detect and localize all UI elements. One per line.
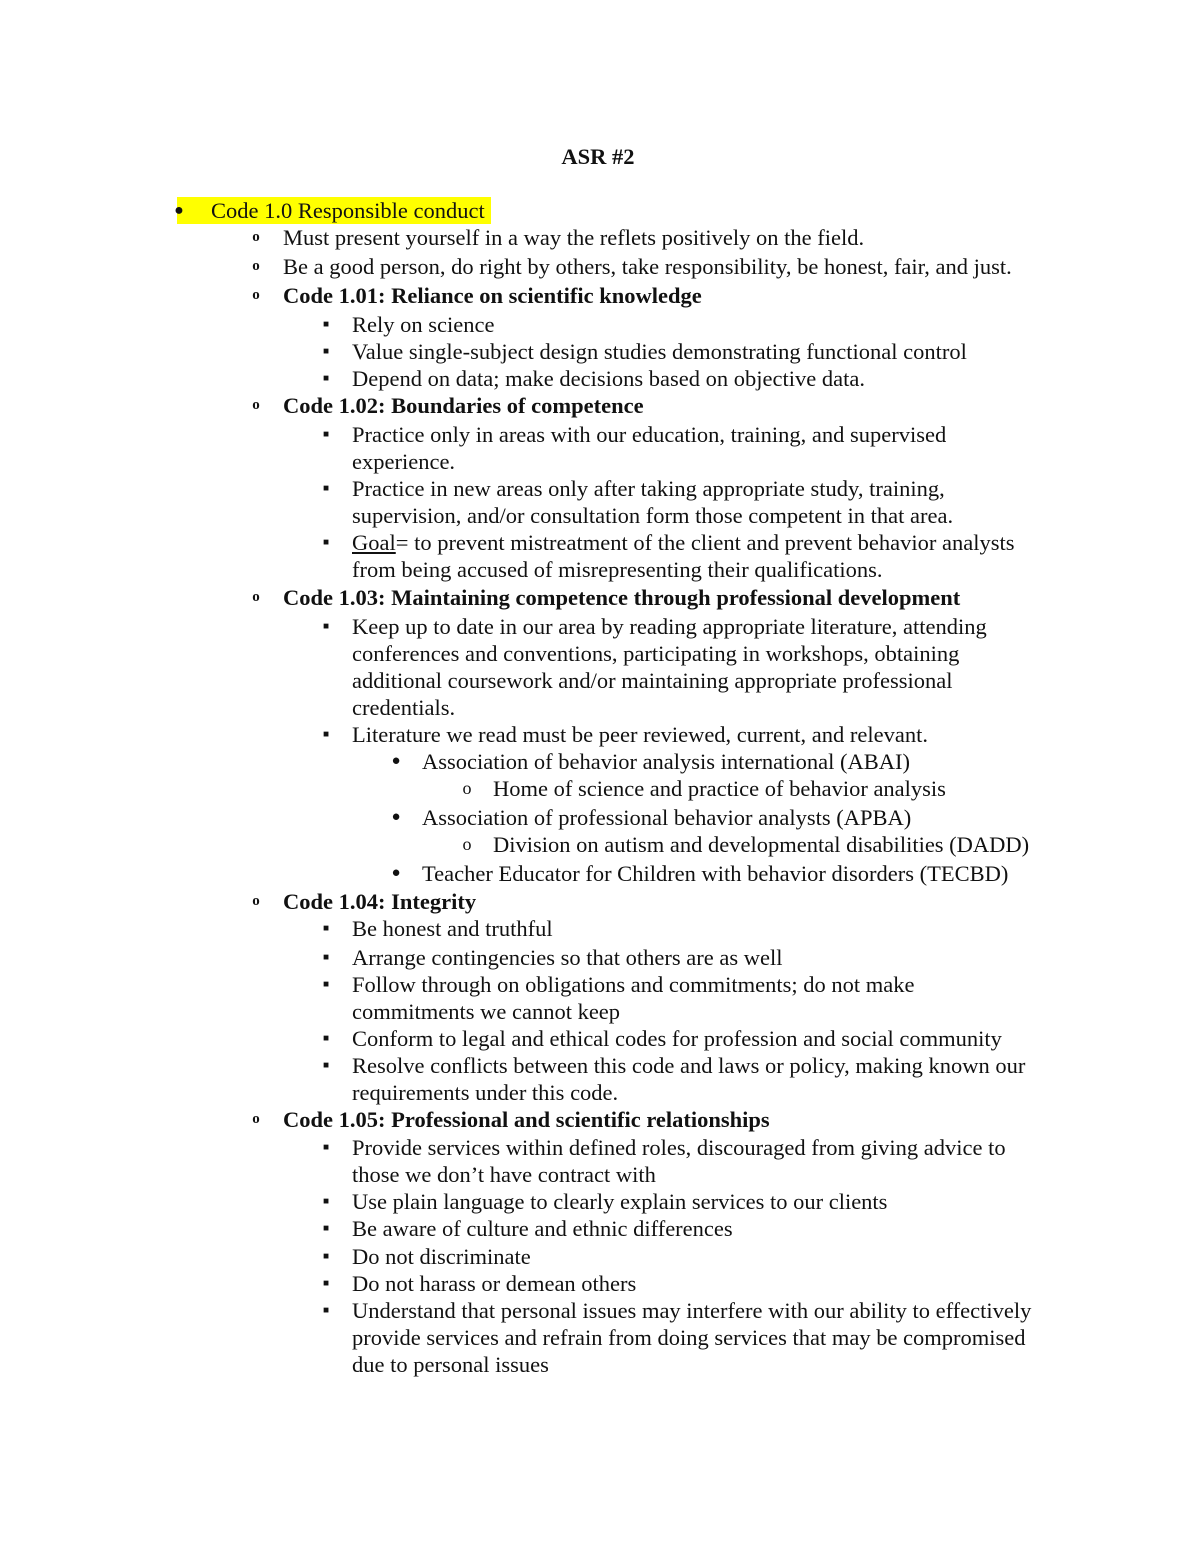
hollow-circle-bullet-icon: o — [252, 287, 260, 303]
square-bullet-icon: ■ — [322, 621, 330, 632]
list-item — [322, 915, 1052, 942]
square-bullet-icon: ■ — [322, 373, 330, 384]
list-item-text: Arrange contingencies so that others are as well — [352, 945, 783, 970]
square-bullet-icon: ■ — [322, 952, 330, 963]
hollow-circle-bullet-icon: o — [462, 834, 472, 854]
list-item — [322, 613, 1032, 721]
list-item — [391, 804, 1062, 831]
document-title: ASR #2 — [561, 144, 635, 169]
list-item-text: Conform to legal and ethical codes for profession and social community — [352, 1026, 1002, 1051]
list-item-text: Literature we read must be peer reviewed, current, and relevant. — [352, 722, 928, 747]
square-bullet-icon: ■ — [322, 1060, 330, 1071]
list-item-text: Follow through on obligations and commitments; do not make commitments we cannot keep — [352, 972, 915, 1024]
list-item — [391, 748, 1062, 775]
list-item — [322, 1188, 1052, 1215]
goal-text: = to prevent mistreatment of the client and prevent behavior analysts from being accused of misrepresenting their qualifications. — [352, 530, 1015, 582]
list-item-text: Association of professional behavior analysts (APBA) — [422, 805, 912, 830]
code-heading-item — [252, 392, 1083, 419]
filled-bullet-icon: ● — [391, 753, 401, 769]
list-item-text: Be a good person, do right by others, take responsibility, be honest, fair, and just. — [283, 254, 1012, 279]
list-item — [322, 721, 1052, 748]
list-item-text: Do not harass or demean others — [352, 1271, 637, 1296]
square-bullet-icon: ■ — [322, 346, 330, 357]
section-heading: Code 1.0 Responsible conduct — [211, 198, 485, 223]
hollow-circle-bullet-icon: o — [252, 1111, 260, 1127]
list-item-text: Must present yourself in a way the reflets positively on the field. — [283, 225, 865, 250]
list-item — [322, 1297, 1042, 1378]
list-item — [252, 224, 1083, 251]
hollow-circle-bullet-icon: o — [252, 258, 260, 274]
list-item — [322, 1025, 1072, 1052]
code-heading-item — [252, 1106, 1083, 1133]
code-heading: Code 1.02: Boundaries of competence — [283, 393, 644, 418]
list-item-text: Understand that personal issues may interfere with our ability to effectively provide services and refrain from doing services that may be compromised due to personal issues — [352, 1298, 1032, 1377]
square-bullet-icon: ■ — [322, 1196, 330, 1207]
list-item-text: Practice in new areas only after taking appropriate study, training, supervision, and/or consultation form those competent in that area. — [352, 476, 954, 528]
list-item — [322, 944, 1052, 971]
square-bullet-icon: ■ — [322, 1305, 330, 1316]
filled-bullet-icon: ● — [174, 202, 184, 219]
list-item-text: Be honest and truthful — [352, 916, 553, 941]
list-item-text: Rely on science — [352, 312, 495, 337]
list-item — [322, 421, 992, 475]
list-item-text: Value single-subject design studies demonstrating functional control — [352, 339, 967, 364]
code-heading: Code 1.04: Integrity — [283, 889, 477, 914]
list-item-text: Use plain language to clearly explain services to our clients — [352, 1189, 888, 1214]
list-item — [391, 860, 1062, 887]
square-bullet-icon: ■ — [322, 1223, 330, 1234]
list-item — [252, 253, 1063, 280]
list-item-text: Association of behavior analysis international (ABAI) — [422, 749, 911, 774]
filled-bullet-icon: ● — [391, 809, 401, 825]
square-bullet-icon: ■ — [322, 1142, 330, 1153]
list-item — [462, 775, 1063, 802]
hollow-circle-bullet-icon: o — [252, 397, 260, 413]
list-item — [322, 311, 1052, 338]
list-item — [322, 529, 1052, 583]
code-heading-item — [252, 888, 1083, 915]
square-bullet-icon: ■ — [322, 429, 330, 440]
square-bullet-icon: ■ — [322, 537, 330, 548]
square-bullet-icon: ■ — [322, 923, 330, 934]
code-heading-item — [252, 584, 1083, 611]
list-item-text: Provide services within defined roles, discouraged from giving advice to those we don’t have contract with — [352, 1135, 1006, 1187]
square-bullet-icon: ■ — [322, 483, 330, 494]
code-heading-item — [252, 282, 1083, 309]
code-heading: Code 1.03: Maintaining competence through professional development — [283, 585, 961, 610]
list-item-text: Keep up to date in our area by reading appropriate literature, attending conferences and conventions, participating in workshops, obtaining additional coursework and/or maintaining appropriate professional credentials. — [352, 614, 987, 720]
list-item-text: Practice only in areas with our education, training, and supervised experience. — [352, 422, 947, 474]
square-bullet-icon: ■ — [322, 319, 330, 330]
list-item — [322, 1052, 1072, 1106]
list-item — [322, 1270, 1052, 1297]
list-item-text: Resolve conflicts between this code and laws or policy, making known our requirements under this code. — [352, 1053, 1026, 1105]
list-item — [322, 1243, 1052, 1270]
list-item — [322, 365, 1052, 392]
code-heading: Code 1.05: Professional and scientific relationships — [283, 1107, 770, 1132]
list-item-text: Teacher Educator for Children with behavior disorders (TECBD) — [422, 861, 1009, 886]
square-bullet-icon: ■ — [322, 729, 330, 740]
list-item — [462, 831, 1073, 858]
hollow-circle-bullet-icon: o — [252, 229, 260, 245]
square-bullet-icon: ■ — [322, 1251, 330, 1262]
list-item — [322, 1134, 1052, 1188]
square-bullet-icon: ■ — [322, 1033, 330, 1044]
hollow-circle-bullet-icon: o — [252, 893, 260, 909]
list-item — [322, 475, 992, 529]
list-item-text: Division on autism and developmental disabilities (DADD) — [493, 832, 1030, 857]
code-heading: Code 1.01: Reliance on scientific knowledge — [283, 283, 702, 308]
list-item-text: Home of science and practice of behavior analysis — [493, 776, 946, 801]
square-bullet-icon: ■ — [322, 1278, 330, 1289]
list-item-text: Do not discriminate — [352, 1244, 531, 1269]
hollow-circle-bullet-icon: o — [462, 778, 472, 798]
filled-bullet-icon: ● — [391, 865, 401, 881]
goal-label: Goal — [352, 530, 396, 555]
list-item — [322, 1215, 1052, 1242]
hollow-circle-bullet-icon: o — [252, 589, 260, 605]
list-item-text: Be aware of culture and ethnic differences — [352, 1216, 733, 1241]
list-item-text: Depend on data; make decisions based on objective data. — [352, 366, 865, 391]
list-item — [322, 971, 972, 1025]
section-heading-item — [174, 197, 1111, 224]
square-bullet-icon: ■ — [322, 979, 330, 990]
list-item — [322, 338, 1052, 365]
